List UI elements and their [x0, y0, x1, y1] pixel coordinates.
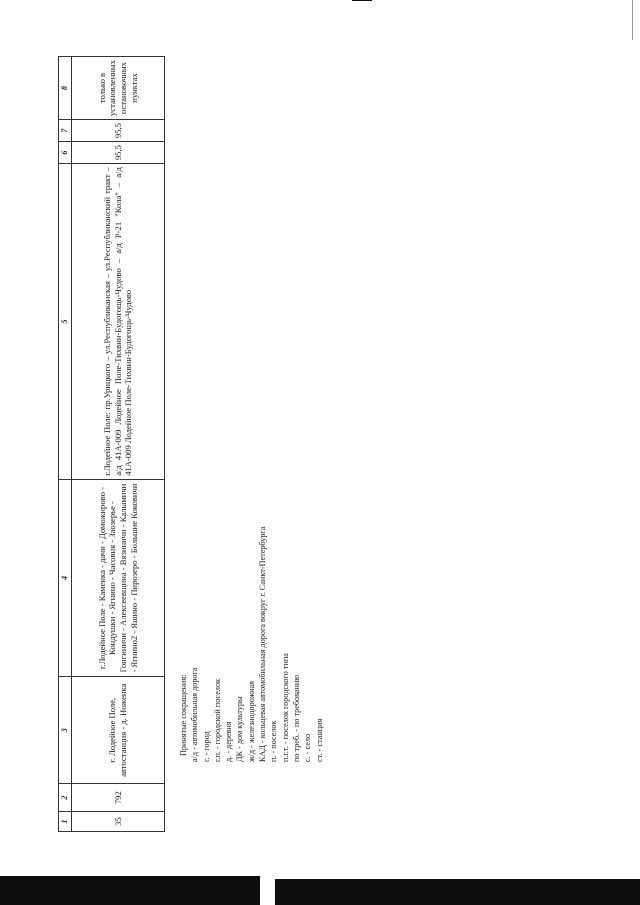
scan-bar-left: [0, 876, 260, 905]
scan-bar-right: [275, 879, 640, 905]
route-streets: г.Лодейное Поле: пр.Урицкого – ул.Республиканская – ул.Республиканский тракт – а/д 41А-009 Лодейное Поле-Тихвин-Будогощь-Чудово – а/д Р-21 "Кола" – а/д 41А-009 Лодейное Поле-Тихвин-Будогощь-Чудово: [72, 164, 165, 480]
col-header-7: 7: [59, 120, 72, 142]
col-header-6: 6: [59, 142, 72, 164]
note-item: ДК - дом культуры: [235, 696, 245, 762]
note-item: д. - деревня: [224, 721, 234, 762]
table-row: [72, 57, 165, 832]
boarding-mode: только в установленных остановочных пунктах: [72, 57, 165, 120]
col-header-1: 1: [59, 812, 72, 832]
note-item: г. - город: [201, 731, 211, 762]
notes-title: Принятые сокращения:: [179, 674, 188, 756]
route-length-back: 95,5: [72, 120, 165, 142]
col-header-5: 5: [59, 164, 72, 480]
route-number: 35: [72, 812, 165, 832]
note-item: п.г.т. - поселок городского типа: [280, 653, 290, 762]
col-header-2: 2: [59, 784, 72, 812]
note-item: п. - поселок: [269, 720, 279, 762]
rotated-content: [58, 56, 324, 832]
col-header-8: 8: [59, 57, 72, 120]
route-length-forward: 95,5: [72, 142, 165, 164]
note-item: с. - село: [303, 733, 313, 762]
col-header-4: 4: [59, 479, 72, 676]
routes-table: [58, 56, 165, 832]
route-name: г. Лодейное Поле, автостанция - д. Ноженка: [72, 677, 165, 784]
scan-edge-right: [632, 0, 633, 40]
note-item: ж/д - железнодорожная: [246, 680, 256, 762]
note-item: ст. - станция: [314, 718, 324, 762]
note-item: а/д - автомобильная дорога: [190, 667, 200, 762]
note-item: КАД - кольцевая автомобильная дорога вокруг г. Санкт-Петербурга: [258, 526, 268, 762]
route-stops: г.Лодейное Поле - Каменка - дачи - Доможирово - Кондушки - Ягнино - Часовня - Заозерье - Гонгиничи - Алексеевщина - Вязиничи - Калымичи - Ягнино2 - Яшино - Пирозеро - Большие Коковичи: [72, 479, 165, 676]
header-row: [59, 57, 72, 832]
abbreviations-notes: [178, 527, 325, 762]
scan-edge-top: [352, 0, 372, 1]
col-header-3: 3: [59, 677, 72, 784]
registration-number: 792: [72, 784, 165, 812]
note-item: по треб. - по требованию: [291, 674, 301, 762]
note-item: г.п. - городской поселок: [212, 678, 222, 762]
